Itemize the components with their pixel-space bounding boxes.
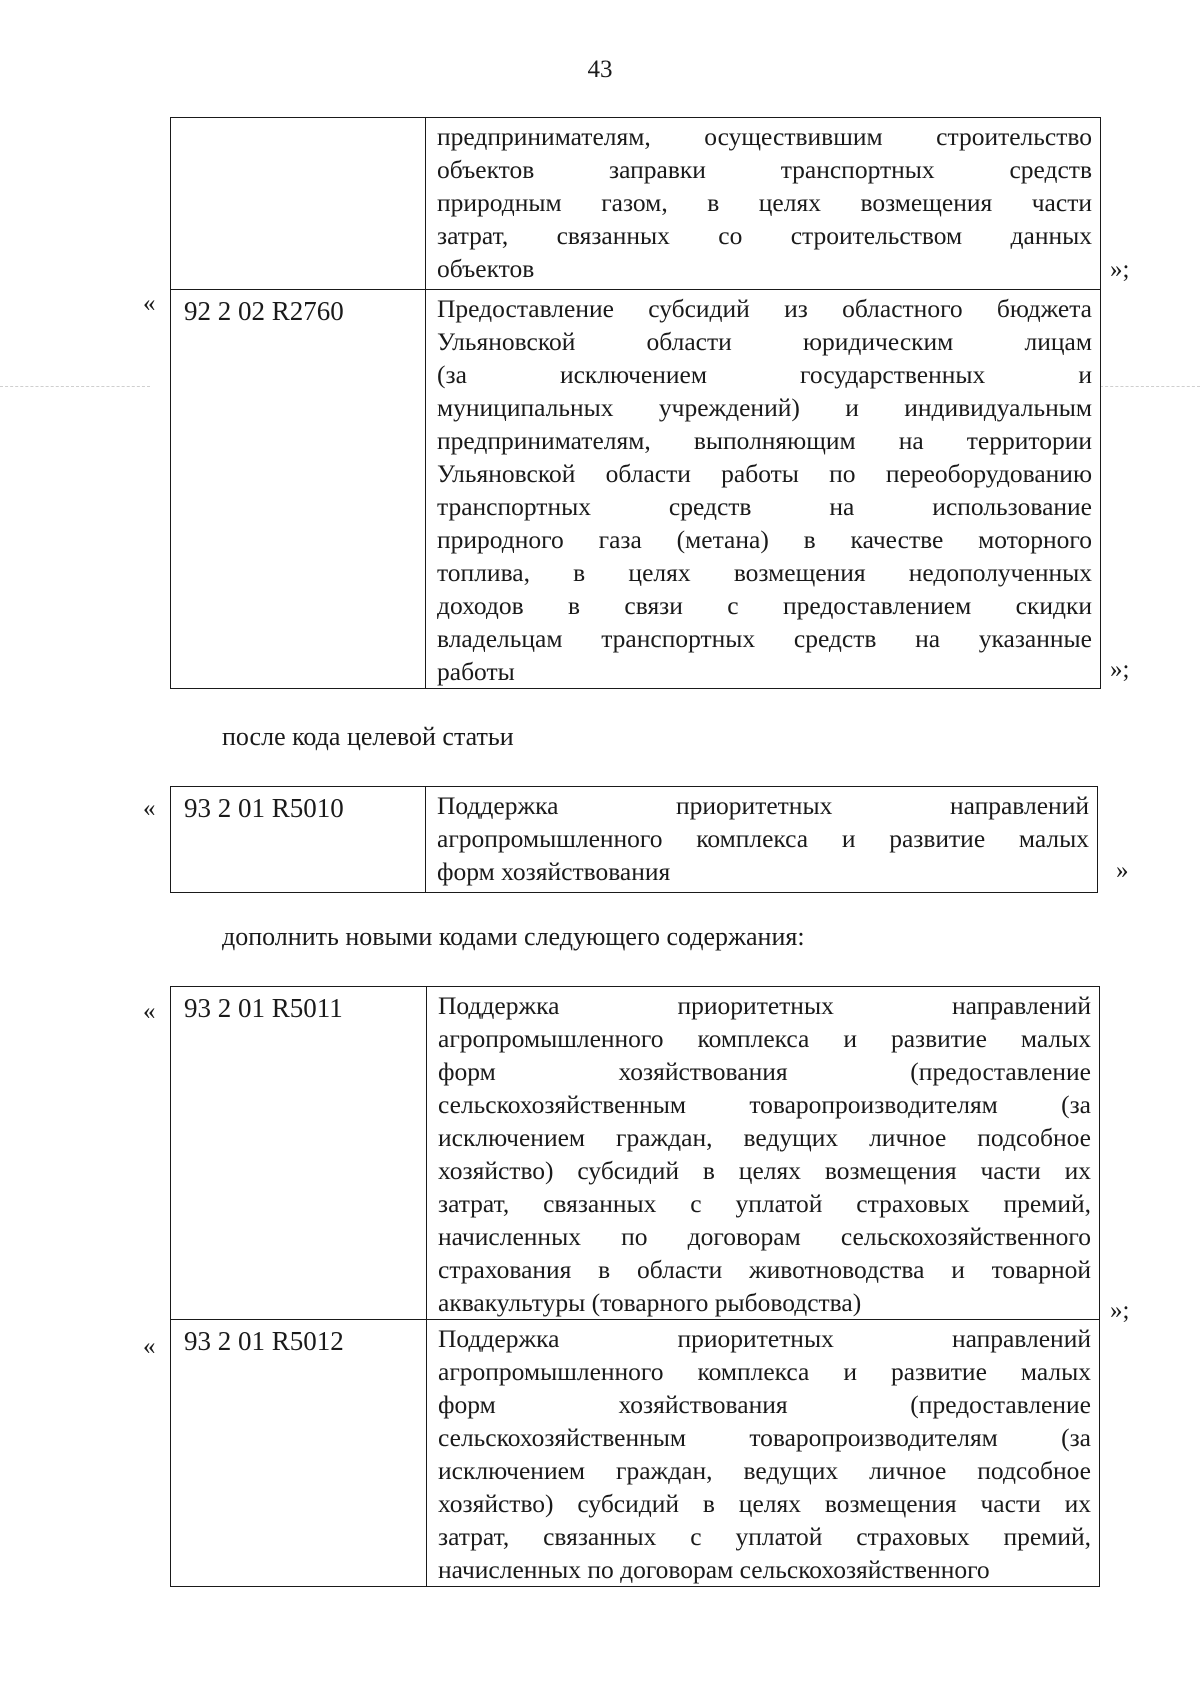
table-row: [171, 987, 1100, 1320]
description-line: муниципальных учреждений) и индивидуальным: [437, 393, 1092, 422]
description-line: хозяйство) субсидий в целях возмещения части их: [438, 1156, 1091, 1185]
budget-code: 93 2 01 R5011: [171, 987, 427, 1320]
opening-quote: «: [143, 290, 156, 317]
description-line: (за исключением государственных и: [437, 360, 1092, 389]
description-line: исключением граждан, ведущих личное подсобное: [438, 1123, 1091, 1152]
opening-quote: «: [143, 998, 156, 1025]
code-description: [426, 118, 1101, 290]
description-line: Поддержка приоритетных направлений: [438, 991, 1091, 1020]
closing-quote: »: [1116, 857, 1129, 884]
description-line: Поддержка приоритетных направлений: [438, 1324, 1091, 1353]
budget-code: 93 2 01 R5010: [171, 787, 426, 893]
budget-code: 92 2 02 R2760: [171, 290, 426, 689]
instruction-paragraph: дополнить новыми кодами следующего содержания:: [222, 922, 805, 951]
description-line: топлива, в целях возмещения недополученных: [437, 558, 1092, 587]
budget-code-table-3: [170, 986, 1100, 1587]
table-row: [171, 118, 1101, 290]
description-line: форм хозяйствования: [437, 857, 671, 886]
closing-quote: »;: [1110, 256, 1130, 283]
description-line: страхования в области животноводства и товарной: [438, 1255, 1091, 1284]
description-line: предпринимателям, осуществившим строительство: [437, 122, 1092, 151]
description-line: владельцам транспортных средств на указанные: [437, 624, 1092, 653]
opening-quote: «: [143, 795, 156, 822]
page-number: 43: [587, 56, 613, 83]
description-line: начисленных по договорам сельскохозяйственного: [438, 1222, 1091, 1251]
description-line: доходов в связи с предоставлением скидки: [437, 591, 1092, 620]
description-line: Ульяновской области работы по переоборудованию: [437, 459, 1092, 488]
description-line: затрат, связанных с уплатой страховых премий,: [438, 1522, 1091, 1551]
description-line: объектов: [437, 254, 535, 283]
budget-code: 93 2 01 R5012: [171, 1320, 427, 1587]
description-line: хозяйство) субсидий в целях возмещения части их: [438, 1489, 1091, 1518]
code-description: [426, 290, 1101, 689]
code-description: [427, 987, 1100, 1320]
description-line: агропромышленного комплекса и развитие малых: [438, 1024, 1091, 1053]
description-line: исключением граждан, ведущих личное подсобное: [438, 1456, 1091, 1485]
description-line: затрат, связанных с уплатой страховых премий,: [438, 1189, 1091, 1218]
budget-code-table-1: [170, 117, 1101, 689]
description-line: природным газом, в целях возмещения части: [437, 188, 1092, 217]
opening-quote: «: [143, 1333, 156, 1360]
description-line: Предоставление субсидий из областного бюджета: [437, 294, 1092, 323]
description-line: сельскохозяйственным товаропроизводителям (за: [438, 1090, 1091, 1119]
description-line: сельскохозяйственным товаропроизводителям (за: [438, 1423, 1091, 1452]
description-line: форм хозяйствования (предоставление: [438, 1057, 1091, 1086]
description-line: форм хозяйствования (предоставление: [438, 1390, 1091, 1419]
description-line: Поддержка приоритетных направлений: [437, 791, 1089, 820]
description-line: затрат, связанных со строительством данных: [437, 221, 1092, 250]
table-row: [171, 290, 1101, 689]
budget-code: [171, 118, 426, 290]
table-row: [171, 1320, 1100, 1587]
description-line: начисленных по договорам сельскохозяйственного: [438, 1555, 990, 1584]
instruction-paragraph: после кода целевой статьи: [222, 722, 514, 751]
closing-quote: »;: [1110, 1297, 1130, 1324]
budget-code-table-2: [170, 786, 1098, 893]
description-line: природного газа (метана) в качестве моторного: [437, 525, 1092, 554]
description-line: транспортных средств на использование: [437, 492, 1092, 521]
scan-artifact-line: [0, 386, 150, 387]
description-line: агропромышленного комплекса и развитие малых: [438, 1357, 1091, 1386]
description-line: аквакультуры (товарного рыбоводства): [438, 1288, 862, 1317]
description-line: объектов заправки транспортных средств: [437, 155, 1092, 184]
closing-quote: »;: [1110, 656, 1130, 683]
description-line: агропромышленного комплекса и развитие малых: [437, 824, 1089, 853]
description-line: Ульяновской области юридическим лицам: [437, 327, 1092, 356]
scan-artifact-line: [1100, 386, 1200, 387]
description-line: предпринимателям, выполняющим на территории: [437, 426, 1092, 455]
description-line: работы: [437, 657, 515, 686]
code-description: [427, 1320, 1100, 1587]
code-description: [426, 787, 1098, 893]
table-row: [171, 787, 1098, 893]
